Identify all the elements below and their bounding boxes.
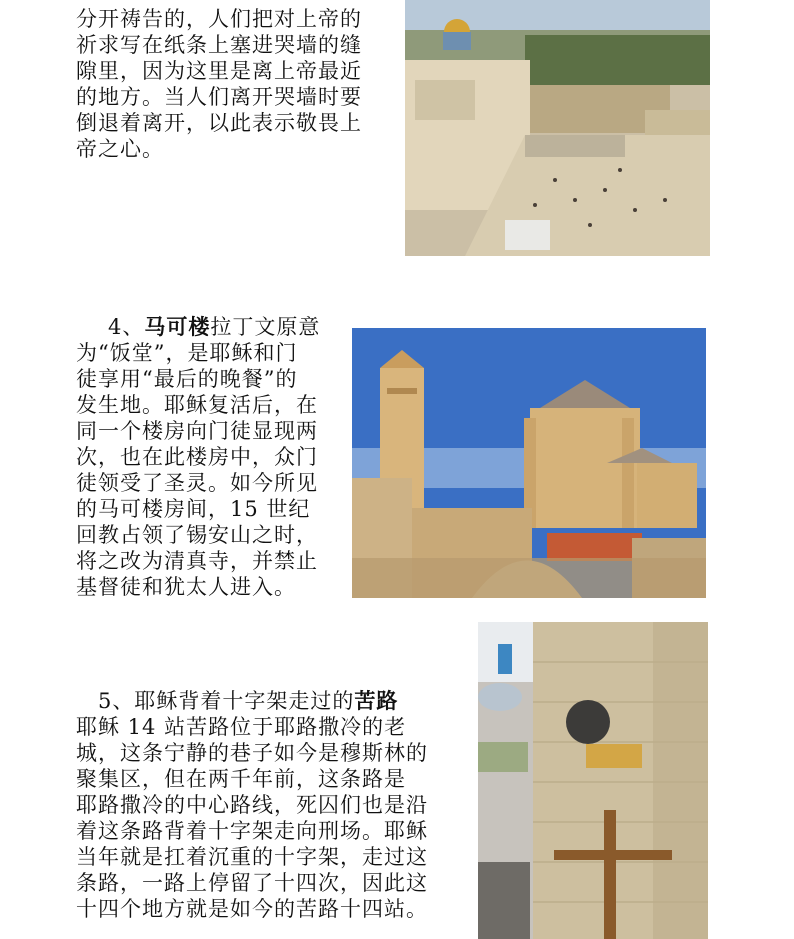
via-dolorosa-photo bbox=[478, 622, 708, 939]
upper-room-number: 4、 bbox=[108, 315, 145, 339]
western-wall-paragraph: 分开祷告的，人们把对上帝的 祈求写在纸条上塞进哭墙的缝 隙里，因为这里是离上帝最近 的地方。当人们离开哭墙时要 倒退着离开，以此表示敬畏上 帝之心。 bbox=[76, 7, 362, 161]
via-dolorosa-paragraph: 耶稣 14 站苦路位于耶路撒冷的老 城，这条宁静的巷子如今是穆斯林的 聚集区，但在两千年前，这条路是 耶路撒冷的中心路线，死囚们也是沿 着这条路背着十字架走向刑场。耶稣 当年就是扛着沉重的十字架，走过这 条路，一路上停留了十四次，因此这 十四个地方就是如今的苦路十四站。 bbox=[76, 715, 428, 921]
upper-room-body: 拉丁文原意 为“饭堂”，是耶稣和门 徒享用“最后的晚餐”的 发生地。耶稣复活后，在 同一个楼房向门徒显现两 次，也在此楼房中，众门 徒领受了圣灵。如今所见 的马可楼房间，15 世纪 回教占领了锡安山之时， 将之改为清真寺，并禁止 基督徒和犹太人进入。 bbox=[76, 315, 321, 599]
western-wall-photo bbox=[405, 0, 710, 256]
upper-room-paragraph bbox=[76, 314, 352, 600]
via-dolorosa-heading bbox=[98, 688, 478, 714]
via-dolorosa-heading-title: 苦路 bbox=[354, 688, 399, 713]
mount-zion-photo bbox=[352, 328, 706, 598]
upper-room-title: 马可楼 bbox=[144, 314, 211, 339]
via-dolorosa-heading-prefix: 5、耶稣背着十字架走过的 bbox=[98, 689, 355, 713]
